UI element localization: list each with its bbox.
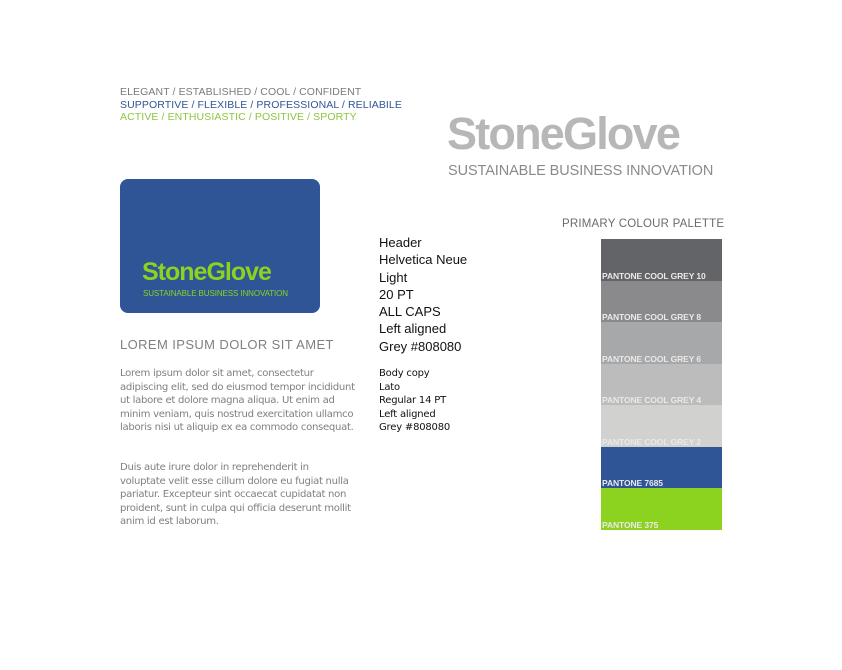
spec-line: Regular 14 PT	[379, 395, 446, 406]
colour-swatch	[601, 322, 722, 364]
sample-paragraph-2: Duis aute irure dolor in reprehenderit in voluptate velit esse cillum dolore eu fugiat nulla pariatur. Excepteur sint occaecat cupidatat non proident, sunt in culpa qui officia deserunt mollit anim id est laborum.	[120, 462, 351, 527]
brand-tagline: SUSTAINABLE BUSINESS INNOVATION	[448, 163, 714, 179]
colour-swatch	[601, 281, 722, 323]
swatch-label: PANTONE COOL GREY 8	[602, 312, 702, 322]
spec-line: Lato	[379, 381, 400, 393]
keywords-line-1: ELEGANT / ESTABLISHED / COOL / CONFIDENT	[120, 86, 362, 98]
spec-line: Grey #808080	[379, 422, 451, 433]
sample-heading: LOREM IPSUM DOLOR SIT AMET	[120, 337, 334, 352]
spec-line: Left aligned	[379, 321, 447, 337]
swatch-label: PANTONE 375	[602, 519, 659, 530]
spec-line: Helvetica Neue	[379, 252, 468, 268]
colour-swatch	[601, 405, 722, 447]
business-card-preview	[120, 179, 320, 313]
header-type-spec	[379, 234, 467, 355]
spec-line: Grey #808080	[379, 338, 462, 354]
spec-line: Body copy	[379, 368, 430, 379]
colour-swatch	[601, 447, 722, 489]
spec-line: Header	[379, 235, 422, 250]
spec-line: Left aligned	[379, 408, 436, 420]
colour-palette	[601, 239, 722, 530]
swatch-label: PANTONE COOL GREY 6	[602, 353, 702, 364]
sample-paragraph-1: Lorem ipsum dolor sit amet, consectetur adipiscing elit, sed do eiusmod tempor incididunt ut labore et dolore magna aliqua. Ut enim ad minim veniam, quis nostrud exercitation ullamco laboris nisi ut aliquip ex ea commodo consequat.	[120, 368, 355, 433]
spec-line: ALL CAPS	[379, 304, 441, 320]
colour-swatch	[601, 364, 722, 406]
keywords-line-3: ACTIVE / ENTHUSIASTIC / POSITIVE / SPORTY	[120, 111, 357, 123]
body-type-spec	[379, 367, 450, 435]
swatch-label: PANTONE COOL GREY 2	[602, 436, 702, 447]
spec-line: 20 PT	[379, 286, 414, 302]
swatch-label: PANTONE 7685	[602, 478, 663, 488]
palette-title: PRIMARY COLOUR PALETTE	[562, 218, 725, 230]
swatch-label: PANTONE COOL GREY 4	[602, 395, 702, 405]
card-tagline: SUSTAINABLE BUSINESS INNOVATION	[143, 289, 288, 298]
spec-line: Light	[379, 269, 408, 285]
colour-swatch	[601, 239, 722, 281]
keywords-line-2: SUPPORTIVE / FLEXIBLE / PROFESSIONAL / RELIABILE	[120, 99, 402, 111]
brand-logo-wordmark: StoneGlove	[447, 108, 680, 159]
card-logo-wordmark: StoneGlove	[142, 258, 271, 286]
colour-swatch	[601, 488, 722, 530]
swatch-label: PANTONE COOL GREY 10	[602, 270, 706, 281]
